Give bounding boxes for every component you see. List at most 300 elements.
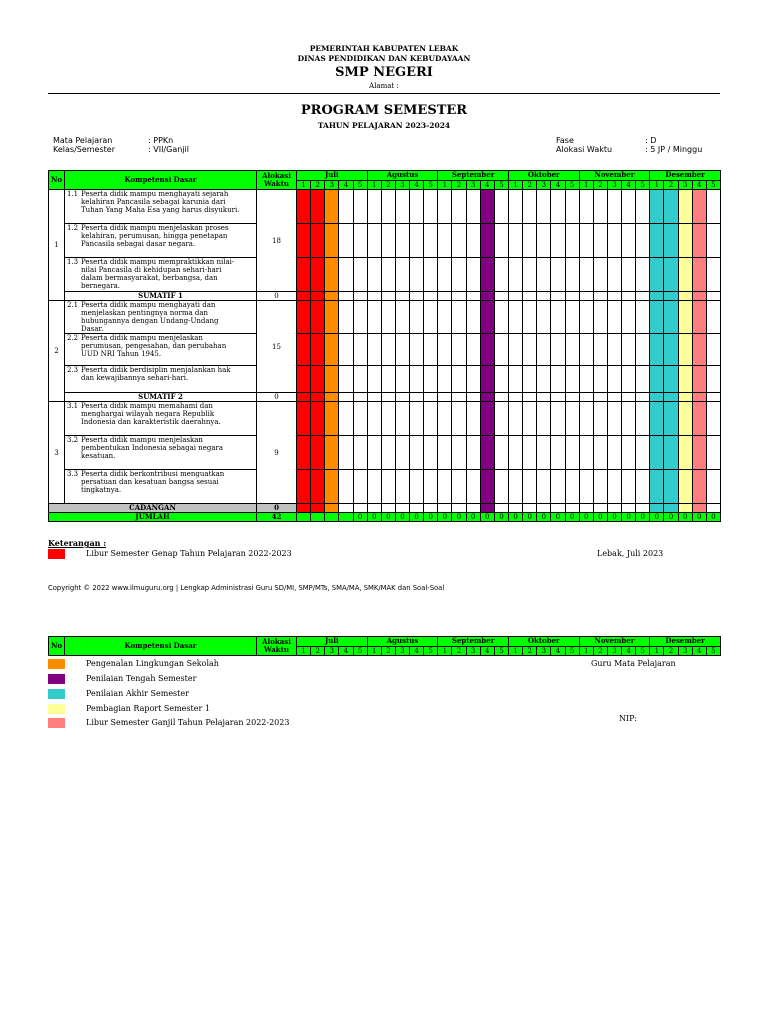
week-cell: [622, 258, 636, 292]
legend-swatch: [48, 704, 65, 714]
week-cell: [523, 190, 537, 224]
week-cell: [353, 301, 367, 334]
week-cell: [424, 436, 438, 470]
week-cell: [664, 190, 678, 224]
week-cell: [381, 190, 395, 224]
week-cell: [579, 366, 593, 393]
week-cell: [537, 301, 551, 334]
week-cell: [480, 258, 494, 292]
week-cell: [551, 224, 565, 258]
week-cell: [622, 504, 636, 513]
week-header: 1: [509, 647, 523, 656]
week-cell: [325, 334, 339, 366]
week-cell: [494, 436, 508, 470]
week-cell: [466, 224, 480, 258]
week-cell: [607, 301, 621, 334]
week-cell: [565, 258, 579, 292]
legend-label: Pembagian Raport Semester 1: [86, 704, 210, 713]
col-header-allocation: Alokasi Waktu: [257, 171, 297, 190]
week-total-cell: 0: [565, 513, 579, 522]
week-cell: [311, 334, 325, 366]
week-cell: [480, 470, 494, 504]
week-cell: [607, 334, 621, 366]
header-address: Alamat :: [369, 82, 399, 90]
week-cell: [650, 224, 664, 258]
week-cell: [607, 436, 621, 470]
week-cell: [565, 366, 579, 393]
week-cell: [367, 436, 381, 470]
week-cell: [395, 190, 409, 224]
week-cell: [353, 470, 367, 504]
week-cell: [466, 258, 480, 292]
week-cell: [325, 292, 339, 301]
week-cell: [452, 224, 466, 258]
week-cell: [452, 292, 466, 301]
week-cell: [466, 366, 480, 393]
week-total-cell: 0: [367, 513, 381, 522]
week-cell: [523, 393, 537, 402]
sumatif-label: SUMATIF 1: [65, 292, 257, 301]
kd-group-number: 2: [49, 301, 65, 402]
week-cell: [311, 301, 325, 334]
kd-item-text: Peserta didik mampu menjelaskan pembentukan Indonesia sebagai negara kesatuan.: [81, 436, 224, 460]
week-total-cell: 0: [678, 513, 692, 522]
week-cell: [466, 301, 480, 334]
week-cell: [509, 292, 523, 301]
week-cell: [509, 258, 523, 292]
week-cell: [537, 190, 551, 224]
week-cell: [650, 366, 664, 393]
week-cell: [622, 393, 636, 402]
week-cell: [551, 292, 565, 301]
week-cell: [523, 366, 537, 393]
week-cell: [424, 292, 438, 301]
week-cell: [622, 301, 636, 334]
week-cell: [452, 334, 466, 366]
week-header: 4: [339, 647, 353, 656]
week-cell: [636, 504, 650, 513]
week-cell: [395, 393, 409, 402]
week-cell: [523, 301, 537, 334]
legend-swatch: [48, 718, 65, 728]
week-header: 5: [424, 181, 438, 190]
month-header: Desember: [650, 637, 721, 647]
week-total-cell: 0: [636, 513, 650, 522]
week-header: 4: [692, 647, 706, 656]
kd-item: [65, 224, 257, 258]
week-cell: [297, 393, 311, 402]
week-cell: [551, 470, 565, 504]
week-cell: [367, 224, 381, 258]
week-cell: [706, 436, 720, 470]
week-cell: [579, 258, 593, 292]
week-cell: [622, 436, 636, 470]
week-cell: [579, 224, 593, 258]
week-cell: [706, 334, 720, 366]
week-cell: [551, 402, 565, 436]
week-cell: [636, 301, 650, 334]
week-header: 1: [509, 181, 523, 190]
week-cell: [565, 224, 579, 258]
week-cell: [551, 436, 565, 470]
week-header: 3: [678, 181, 692, 190]
week-cell: [311, 258, 325, 292]
week-cell: [565, 504, 579, 513]
legend-swatch: [48, 659, 65, 669]
week-cell: [692, 504, 706, 513]
week-cell: [410, 190, 424, 224]
week-cell: [706, 258, 720, 292]
week-cell: [381, 402, 395, 436]
week-cell: [650, 301, 664, 334]
week-header: 3: [466, 181, 480, 190]
month-header: Oktober: [509, 637, 580, 647]
week-cell: [466, 402, 480, 436]
week-cell: [452, 190, 466, 224]
kd-item-number: 3.1: [67, 402, 79, 410]
week-cell: [297, 301, 311, 334]
week-cell: [706, 292, 720, 301]
week-cell: [367, 504, 381, 513]
week-cell: [551, 366, 565, 393]
week-header: 4: [551, 181, 565, 190]
week-header: 2: [664, 647, 678, 656]
week-total-cell: 0: [607, 513, 621, 522]
week-cell: [494, 366, 508, 393]
week-cell: [297, 436, 311, 470]
week-cell: [593, 402, 607, 436]
week-cell: [494, 402, 508, 436]
week-cell: [325, 366, 339, 393]
week-cell: [678, 402, 692, 436]
kd-group-number: 3: [49, 402, 65, 504]
week-cell: [523, 334, 537, 366]
week-cell: [438, 292, 452, 301]
week-cell: [438, 190, 452, 224]
week-cell: [509, 334, 523, 366]
week-header: 2: [381, 181, 395, 190]
week-cell: [593, 190, 607, 224]
month-header: September: [438, 171, 509, 181]
week-cell: [579, 334, 593, 366]
week-cell: [381, 436, 395, 470]
week-header: 1: [297, 647, 311, 656]
month-header: September: [438, 637, 509, 647]
week-cell: [622, 292, 636, 301]
week-cell: [706, 402, 720, 436]
week-cell: [509, 402, 523, 436]
week-cell: [438, 393, 452, 402]
semester-program-header-repeat: [48, 636, 721, 656]
week-cell: [381, 504, 395, 513]
jumlah-label: JUMLAH: [49, 513, 257, 522]
week-cell: [650, 292, 664, 301]
kd-group-allocation: 9: [257, 402, 297, 504]
week-cell: [579, 393, 593, 402]
week-header: 3: [678, 647, 692, 656]
week-cell: [523, 436, 537, 470]
week-cell: [438, 504, 452, 513]
week-cell: [452, 470, 466, 504]
week-cell: [706, 393, 720, 402]
week-cell: [509, 301, 523, 334]
week-cell: [636, 334, 650, 366]
week-header: 1: [579, 181, 593, 190]
week-cell: [692, 393, 706, 402]
week-cell: [339, 258, 353, 292]
week-header: 5: [494, 181, 508, 190]
kd-group-allocation: 18: [257, 190, 297, 292]
week-cell: [537, 224, 551, 258]
week-total-cell: 0: [523, 513, 537, 522]
week-cell: [395, 436, 409, 470]
sumatif-label: SUMATIF 2: [65, 393, 257, 402]
week-cell: [395, 504, 409, 513]
week-cell: [410, 436, 424, 470]
week-cell: [706, 190, 720, 224]
week-cell: [325, 393, 339, 402]
kd-item-text: Peserta didik mampu menghayati sejarah kelahiran Pancasila sebagai karunia dari Tuhan Yang Maha Esa yang harus disyukuri.: [81, 190, 240, 214]
week-cell: [636, 402, 650, 436]
week-total-cell: 0: [650, 513, 664, 522]
week-cell: [565, 402, 579, 436]
week-cell: [339, 436, 353, 470]
week-cell: [297, 292, 311, 301]
week-cell: [664, 258, 678, 292]
kd-item: [65, 258, 257, 292]
legend-swatch: [48, 549, 65, 559]
week-cell: [466, 470, 480, 504]
week-total-cell: 0: [494, 513, 508, 522]
week-cell: [579, 292, 593, 301]
week-cell: [480, 292, 494, 301]
week-cell: [678, 470, 692, 504]
month-header: Juli: [297, 171, 368, 181]
academic-year: TAHUN PELAJARAN 2023-2024: [317, 121, 451, 130]
week-cell: [664, 402, 678, 436]
week-cell: [551, 301, 565, 334]
week-cell: [311, 504, 325, 513]
header-department: DINAS PENDIDIKAN DAN KEBUDAYAAN: [297, 54, 471, 63]
week-header: 3: [537, 181, 551, 190]
week-total-cell: 0: [452, 513, 466, 522]
week-cell: [509, 393, 523, 402]
sumatif-allocation: 0: [257, 292, 297, 301]
week-cell: [424, 470, 438, 504]
kd-item: [65, 190, 257, 224]
week-cell: [565, 190, 579, 224]
kd-item: [65, 402, 257, 436]
week-cell: [650, 470, 664, 504]
week-cell: [664, 292, 678, 301]
week-cell: [593, 292, 607, 301]
week-cell: [367, 292, 381, 301]
week-cell: [551, 190, 565, 224]
week-total-cell: [297, 513, 311, 522]
week-cell: [353, 190, 367, 224]
week-cell: [579, 190, 593, 224]
week-cell: [692, 436, 706, 470]
week-cell: [466, 393, 480, 402]
week-cell: [311, 292, 325, 301]
week-cell: [650, 190, 664, 224]
week-cell: [367, 470, 381, 504]
week-cell: [395, 292, 409, 301]
week-header: 3: [395, 181, 409, 190]
week-cell: [339, 301, 353, 334]
signature-role: Guru Mata Pelajaran: [591, 659, 676, 668]
col-header-kd: Kompetensi Dasar: [65, 637, 257, 656]
week-total-cell: 0: [480, 513, 494, 522]
col-header-kd: Kompetensi Dasar: [65, 171, 257, 190]
week-cell: [706, 224, 720, 258]
week-cell: [381, 393, 395, 402]
col-header-no: No: [49, 637, 65, 656]
kd-item-number: 3.3: [67, 470, 79, 478]
week-cell: [579, 470, 593, 504]
week-total-cell: 0: [424, 513, 438, 522]
week-cell: [593, 258, 607, 292]
week-cell: [480, 402, 494, 436]
week-cell: [692, 301, 706, 334]
week-cell: [622, 190, 636, 224]
week-header: 5: [706, 647, 720, 656]
subject-label: Mata Pelajaran: [53, 136, 113, 145]
week-cell: [593, 393, 607, 402]
week-cell: [494, 393, 508, 402]
week-cell: [636, 224, 650, 258]
week-cell: [466, 504, 480, 513]
kd-item-number: 1.3: [67, 258, 79, 266]
week-cell: [664, 366, 678, 393]
week-cell: [367, 366, 381, 393]
week-header: 5: [565, 181, 579, 190]
week-cell: [353, 224, 367, 258]
week-cell: [607, 366, 621, 393]
time-allocation-value: : 5 JP / Minggu: [645, 145, 703, 154]
week-header: 2: [664, 181, 678, 190]
week-cell: [692, 292, 706, 301]
week-total-cell: 0: [410, 513, 424, 522]
week-cell: [664, 334, 678, 366]
phase-value: : D: [645, 136, 657, 145]
week-cell: [424, 258, 438, 292]
week-cell: [636, 190, 650, 224]
week-header: 4: [692, 181, 706, 190]
signature-place-date: Lebak, Juli 2023: [597, 549, 664, 558]
week-cell: [537, 436, 551, 470]
week-cell: [622, 402, 636, 436]
week-cell: [607, 292, 621, 301]
week-cell: [325, 402, 339, 436]
week-cell: [593, 334, 607, 366]
month-header: Agustus: [367, 171, 438, 181]
week-cell: [494, 190, 508, 224]
week-header: 3: [607, 181, 621, 190]
week-cell: [523, 402, 537, 436]
month-header: Oktober: [509, 171, 580, 181]
week-cell: [579, 402, 593, 436]
week-cell: [678, 292, 692, 301]
kd-item: [65, 366, 257, 393]
week-cell: [622, 470, 636, 504]
week-cell: [607, 504, 621, 513]
kd-item-text: Peserta didik mampu memahami dan menghargai wilayah negara Republik Indonesia dan karakteristik daerahnya.: [81, 402, 221, 426]
week-cell: [424, 224, 438, 258]
week-cell: [678, 301, 692, 334]
week-cell: [551, 393, 565, 402]
page-title: PROGRAM SEMESTER: [300, 103, 468, 118]
week-cell: [353, 366, 367, 393]
week-cell: [537, 402, 551, 436]
week-total-cell: 0: [593, 513, 607, 522]
week-header: 5: [706, 181, 720, 190]
kd-item: [65, 470, 257, 504]
week-cell: [438, 436, 452, 470]
week-cell: [678, 366, 692, 393]
week-cell: [706, 366, 720, 393]
week-cell: [607, 258, 621, 292]
week-cell: [339, 402, 353, 436]
week-cell: [339, 224, 353, 258]
week-header: 5: [353, 181, 367, 190]
legend-label: Libur Semester Genap Tahun Pelajaran 2022-2023: [86, 549, 292, 558]
week-cell: [339, 334, 353, 366]
week-cell: [353, 402, 367, 436]
week-cell: [297, 190, 311, 224]
kd-item-text: Peserta didik mampu menjelaskan proses kelahiran, perumusan, hingga penetapan Pancasila sebagai dasar negara.: [81, 224, 229, 248]
week-cell: [452, 301, 466, 334]
week-cell: [480, 301, 494, 334]
week-cell: [480, 334, 494, 366]
week-cell: [311, 436, 325, 470]
week-total-cell: 0: [622, 513, 636, 522]
week-cell: [664, 393, 678, 402]
week-cell: [424, 190, 438, 224]
week-total-cell: 0: [509, 513, 523, 522]
week-cell: [353, 393, 367, 402]
kd-item: [65, 436, 257, 470]
week-cell: [650, 393, 664, 402]
week-cell: [565, 334, 579, 366]
week-cell: [678, 504, 692, 513]
week-cell: [523, 224, 537, 258]
week-cell: [678, 224, 692, 258]
week-cell: [395, 301, 409, 334]
week-header: 5: [565, 647, 579, 656]
week-cell: [424, 334, 438, 366]
week-cell: [607, 190, 621, 224]
week-header: 1: [367, 181, 381, 190]
week-cell: [381, 470, 395, 504]
week-cell: [466, 292, 480, 301]
col-header-allocation: Alokasi Waktu: [257, 637, 297, 656]
week-cell: [325, 301, 339, 334]
week-header: 3: [395, 647, 409, 656]
week-cell: [494, 334, 508, 366]
week-cell: [367, 258, 381, 292]
kd-item-text: Peserta didik mampu menjelaskan perumusan, pengesahan, dan perubahan UUD NRI Tahun 1945.: [81, 334, 227, 358]
time-allocation-label: Alokasi Waktu: [556, 145, 613, 154]
week-cell: [565, 470, 579, 504]
month-header: November: [579, 637, 650, 647]
week-cell: [311, 190, 325, 224]
week-cell: [509, 366, 523, 393]
kd-item-number: 2.2: [67, 334, 79, 342]
week-cell: [325, 436, 339, 470]
week-cell: [692, 190, 706, 224]
week-header: 4: [480, 181, 494, 190]
